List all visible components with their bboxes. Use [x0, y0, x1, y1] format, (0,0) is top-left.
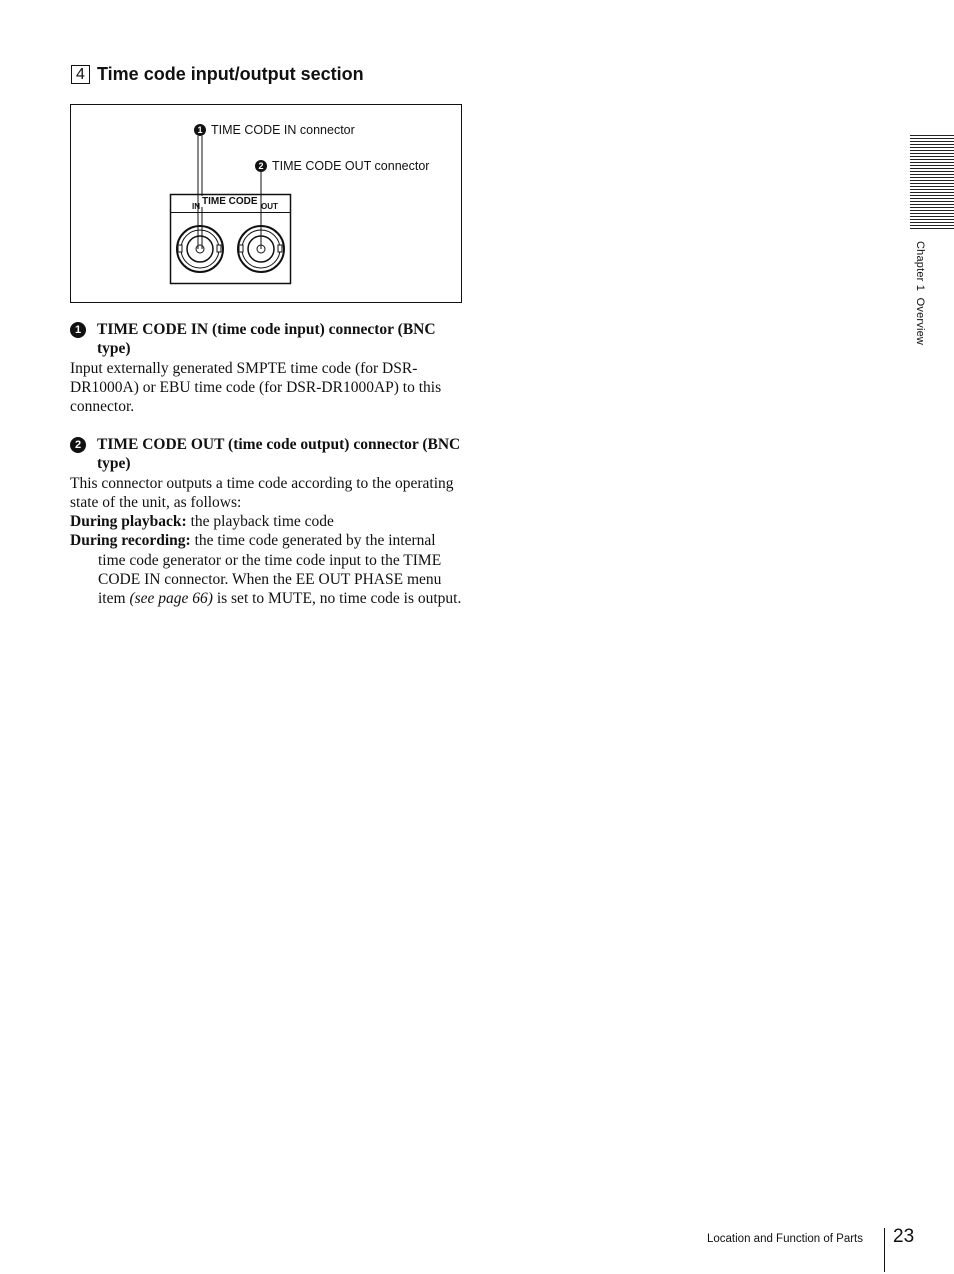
recording-text-2: is set to MUTE, no time code is output.	[212, 590, 462, 608]
item-number-1: 1	[70, 322, 86, 338]
connector-figure	[70, 104, 462, 303]
recording-text-1: the time code generated by the internal time code generator or the time code input to the TIME CODE IN connector. When the EE OUT PHASE menu item	[98, 532, 442, 608]
section-number: 4	[71, 65, 90, 84]
page-number: 23	[893, 1226, 915, 1247]
item-heading-text: TIME CODE OUT (time code output) connector (BNC type)	[97, 436, 461, 473]
footer-section-title: Location and Function of Parts	[707, 1233, 863, 1245]
section-title: Time code input/output section	[97, 64, 364, 84]
callout-number-2: 2	[255, 160, 267, 172]
callout-tc-in	[194, 123, 355, 137]
item-tc-out	[70, 435, 462, 609]
callout-tc-out	[255, 159, 429, 173]
callout-label-tc-in: TIME CODE IN connector	[211, 123, 355, 137]
item-body: Input externally generated SMPTE time code (for DSR-DR1000A) or EBU time code (for DSR-DR1000AP) to this connector.	[70, 359, 442, 416]
chapter-number: Chapter 1	[914, 241, 926, 292]
chapter-title: Overview	[914, 297, 926, 346]
item-tc-in	[70, 320, 462, 416]
playback-text: the playback time code	[186, 513, 334, 531]
callout-label-tc-out: TIME CODE OUT connector	[272, 159, 430, 173]
playback-label: During playback:	[70, 513, 187, 531]
item-heading	[70, 435, 462, 474]
playback-entry	[70, 512, 462, 531]
chapter-tab-bars	[910, 135, 954, 229]
callout-number-1: 1	[194, 124, 206, 136]
chapter-tab-label	[914, 241, 926, 345]
recording-label: During recording:	[70, 532, 191, 550]
item-heading-text: TIME CODE IN (time code input) connector (BNC type)	[97, 321, 436, 358]
item-number-2: 2	[70, 437, 86, 453]
section-heading	[71, 63, 364, 85]
item-heading	[70, 320, 462, 359]
item-body: This connector outputs a time code according to the operating state of the unit, as follows:	[70, 474, 454, 511]
panel-in-label: IN	[192, 202, 200, 211]
footer-divider	[884, 1228, 885, 1272]
page-reference-link[interactable]: (see page 66)	[129, 590, 213, 608]
recording-entry	[70, 531, 462, 608]
panel-title: TIME CODE	[202, 196, 258, 207]
panel-out-label: OUT	[261, 202, 278, 211]
